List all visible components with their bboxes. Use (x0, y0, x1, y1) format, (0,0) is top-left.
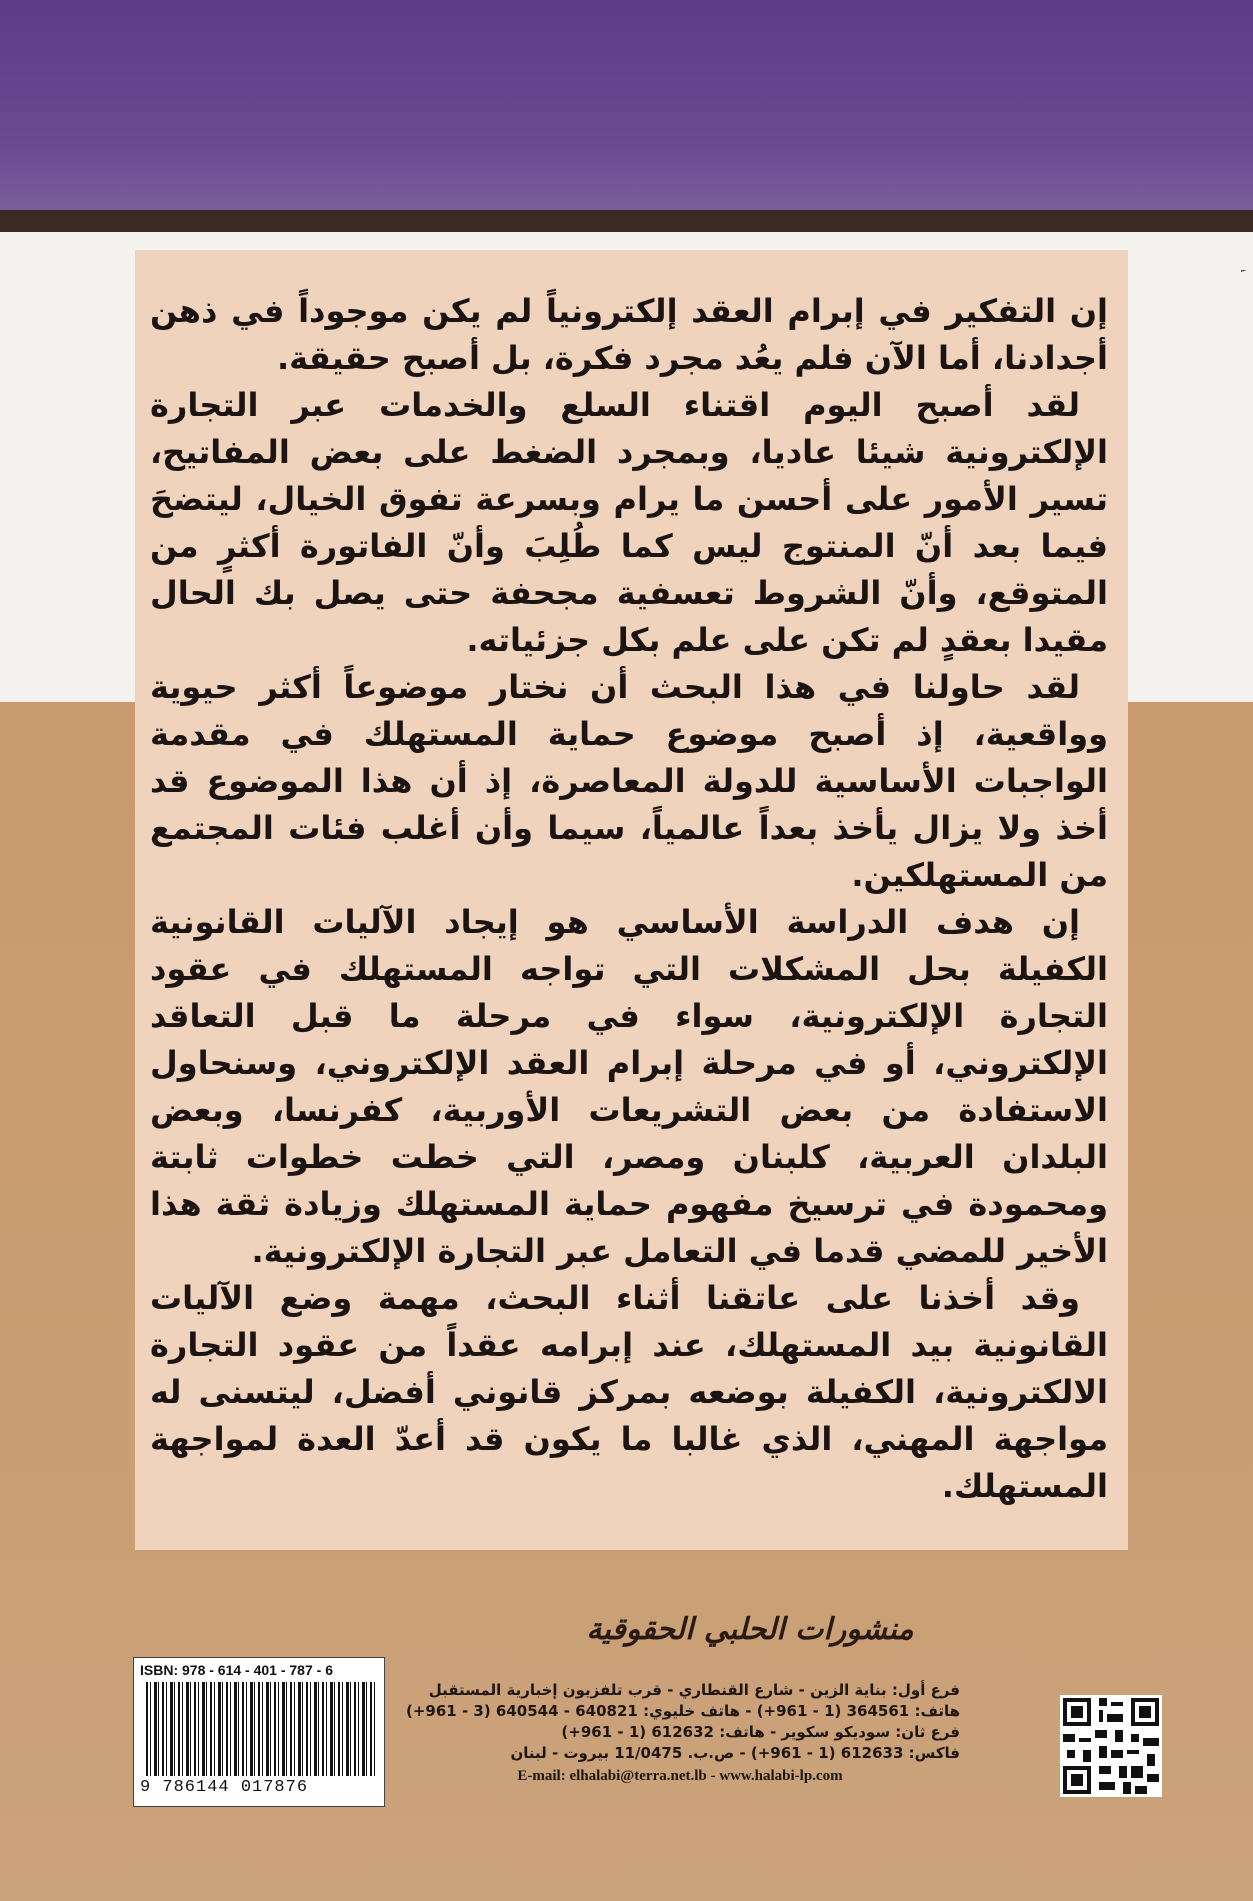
isbn-barcode-box (133, 1657, 385, 1807)
blurb-paragraph: لقد أصبح اليوم اقتناء السلع والخدمات عبر التجارة الإلكترونية شيئا عاديا، وبمجرد الضغط على بعض المفاتيح، تسير الأمور على أحسن ما يرام وبسرعة تفوق الخيال، ليتضحَ فيما بعد أنّ المنتوج ليس كما طُلِبَ وأنّ الفاتورة أكثرٍ من المتوقع، وأنّ الشروط تعسفية مجحفة حتى يصل بك الحال مقيدا بعقدٍ لم تكن على علم بكل جزئياته. (150, 386, 1108, 659)
blurb-paragraph: إن هدف الدراسة الأساسي هو إيجاد الآليات القانونية الكفيلة بحل المشكلات التي تواجه المستهلك في عقود التجارة الإلكترونية، سواء في مرحلة ما قبل التعاقد الإلكتروني، أو في مرحلة إبرام العقد الإلكتروني، وسنحاول الاستفادة من بعض التشريعات الأوربية، كفرنسا، وبعض البلدان العربية، كلبنان ومصر، التي خطت خطوات ثابتة ومحمودة في ترسيخ مفهوم حماية المستهلك وزيادة ثقة هذا الأخير للمضي قدما في التعامل عبر التجارة الإلكترونية. (150, 903, 1108, 1270)
branch-one-phone: هاتف: 364561 (1 - 961+) - هاتف خليوي: 640821 - 640544 (3 - 961+) (405, 1702, 960, 1720)
back-cover-blurb (150, 288, 1108, 1510)
email-website: E-mail: elhalabi@terra.net.lb - www.halabi-lp.com (517, 1768, 843, 1784)
publisher-contact (400, 1680, 960, 1787)
blurb-paragraph: إن التفكير في إبرام العقد إلكترونياً لم يكن موجوداً في ذهن أجدادنا، أما الآن فلم يعُد مجرد فكرة، بل أصبح حقيقة. (150, 292, 1108, 377)
branch-two-address: فرع ثان: سوديكو سكوير - هاتف: 612632 (1 - 961+) (561, 1723, 960, 1741)
fax-po-box: فاكس: 612633 (1 - 961+) - ص.ب. 11/0475 بيروت - لبنان (510, 1744, 960, 1762)
blurb-paragraph: لقد حاولنا في هذا البحث أن نختار موضوعاً أكثر حيوية وواقعية، إذ أصبح موضوع حماية المستهلك في مقدمة الواجبات الأساسية للدولة المعاصرة، إذ أن هذا الموضوع قد أخذ ولا يزال يأخذ بعداً عالمياً، سيما وأن أغلب فئات المجتمع من المستهلكين. (150, 668, 1108, 894)
branch-one-address: فرع أول: بناية الزين - شارع القنطاري - قرب تلفزيون إخبارية المستقبل (428, 1681, 960, 1699)
top-purple-band (0, 0, 1253, 210)
publisher-logo: منشورات الحلبي الحقوقية (586, 1612, 914, 1647)
edge-mark (1241, 270, 1249, 310)
dark-divider-stripe (0, 210, 1253, 232)
blurb-paragraph: وقد أخذنا على عاتقنا أثناء البحث، مهمة وضع الآليات القانونية بيد المستهلك، عند إبرامه عقداً من عقود التجارة الالكترونية، الكفيلة بوضعه بمركز قانوني أفضل، ليتسنى له مواجهة المهني، الذي غالبا ما يكون قد أعدّ العدة لمواجهة المستهلك. (150, 1279, 1108, 1505)
isbn-label: ISBN: 978 - 614 - 401 - 787 - 6 (140, 1662, 333, 1678)
barcode-icon (146, 1682, 376, 1776)
isbn-digits: 9 786144 017876 (140, 1778, 309, 1797)
qr-code-icon (1060, 1695, 1162, 1797)
